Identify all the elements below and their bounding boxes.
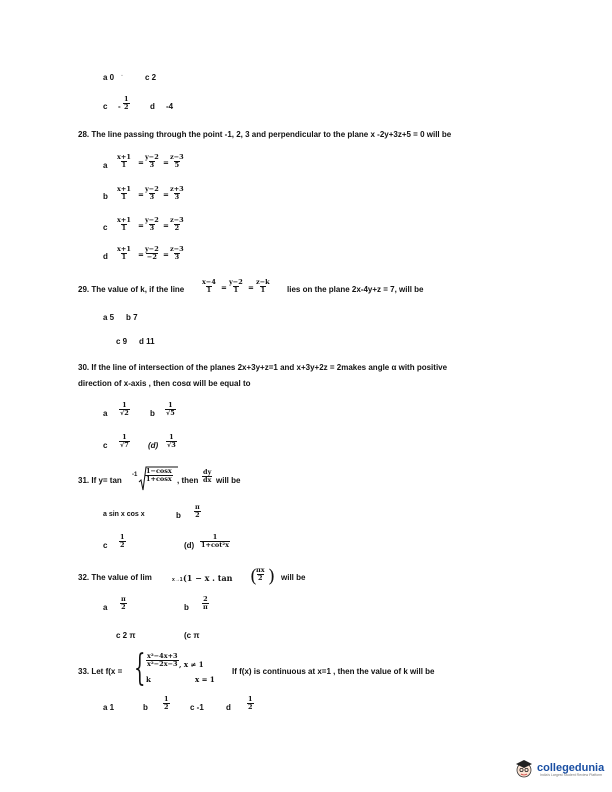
q32-question-prefix: 32. The value of lim xyxy=(78,573,152,582)
q31-question-prefix: 31. If y= tan xyxy=(78,476,122,485)
q32-option-c: c 2 π xyxy=(116,631,136,640)
q31-option-c-fraction: $\frac{1}{2}$ xyxy=(120,533,125,549)
q30-option-d-label: (d) xyxy=(148,441,159,450)
q32-tan-fraction: $\frac{\pi x}{2}$ xyxy=(256,566,265,582)
q30-option-c-fraction: $\frac{1}{√7}$ xyxy=(120,433,129,449)
q28-a-frac-z: $\frac{z-3}{5}$ xyxy=(170,153,184,169)
q32-option-a-label: a xyxy=(103,603,108,612)
q31-option-c-label: c xyxy=(103,541,108,550)
q27-option-c-label: c xyxy=(103,102,108,111)
q31-dy-dx: $\frac{dy}{dx}$ xyxy=(203,468,212,484)
graduate-cap-icon xyxy=(514,758,534,778)
q28-c-eq2: = xyxy=(163,221,169,230)
q29-frac-y: $\frac{y-2}{1}$ xyxy=(229,278,243,294)
q28-b-eq2: = xyxy=(163,190,169,199)
q27-option-c-fraction: $\frac{1}{2}$ xyxy=(124,95,129,111)
q28-a-frac-y: $\frac{y-2}{3}$ xyxy=(145,153,159,169)
q32-question-suffix: will be xyxy=(281,573,306,582)
q28-c-frac-z: $\frac{z-3}{2}$ xyxy=(170,216,184,232)
q28-d-frac-z: $\frac{z-3}{3}$ xyxy=(170,245,184,261)
q29-option-a: a 5 xyxy=(103,313,115,322)
q30-option-a-label: a xyxy=(103,409,108,418)
q29-option-b: b 7 xyxy=(126,313,138,322)
q30-question-line2: direction of x-axis , then cosα will be equal to xyxy=(78,379,251,388)
q31-inverse-superscript: -1 xyxy=(132,472,138,478)
q29-option-c: c 9 xyxy=(116,337,128,346)
q32-option-b-fraction: $\frac{2}{\pi}$ xyxy=(203,595,208,611)
q30-option-d-fraction: $\frac{1}{√3}$ xyxy=(167,433,176,449)
q30-option-b-fraction: $\frac{1}{√5}$ xyxy=(166,401,175,417)
brand-name: collegedunia xyxy=(537,762,605,774)
q31-root-fraction: $\frac{1-\cos x}{1+\cos x}$ xyxy=(146,467,172,483)
q28-a-eq1: = xyxy=(138,158,144,167)
q29-option-d: d 11 xyxy=(139,337,155,346)
q31-then: , then xyxy=(177,476,199,485)
q31-option-d-fraction: $\frac{1}{\text{1+cot²x}}$ xyxy=(201,533,229,549)
q31-option-b-label: b xyxy=(176,511,181,520)
q28-option-a-label: a xyxy=(103,161,108,170)
q28-d-frac-x: $\frac{x+1}{1}$ xyxy=(117,245,131,261)
q30-question-line1: 30. If the line of intersection of the planes 2x+3y+z=1 and x+3y+2z = 2makes angle α with positive xyxy=(78,363,448,372)
q29-question-prefix: 29. The value of k, if the line xyxy=(78,285,185,294)
q32-open-paren: ( xyxy=(250,566,258,587)
q28-a-eq2: = xyxy=(163,158,169,167)
q28-option-b-label: b xyxy=(103,192,108,201)
q32-option-d: (c π xyxy=(184,631,200,640)
q31-option-d-label: (d) xyxy=(184,541,195,550)
q33-piece-fraction: $\frac{\text{x²−4x+3}}{\text{x²−2x−3}}$ xyxy=(147,652,178,668)
q28-c-eq1: = xyxy=(138,221,144,230)
q29-frac-z: $\frac{z-k}{1}$ xyxy=(256,278,270,294)
q27-option-a: a 0 xyxy=(103,73,115,82)
q27-option-d-value: -4 xyxy=(166,102,174,111)
q28-d-eq2: = xyxy=(163,250,169,259)
q29-eq1: = xyxy=(221,283,227,292)
q33-case2-condition: x = 1 xyxy=(195,675,215,684)
q32-limit-subscript: x→1 xyxy=(172,577,183,583)
q27-option-d-label: d xyxy=(150,102,155,111)
q29-question-suffix: lies on the plane 2x-4y+z = 7, will be xyxy=(287,285,424,294)
q28-option-d-label: d xyxy=(103,252,108,261)
q27-option-c2: c 2 xyxy=(145,73,157,82)
q32-close-paren: ) xyxy=(268,566,276,587)
q32-option-b-label: b xyxy=(184,603,189,612)
brand-tagline: India's Largest Student Review Platform xyxy=(540,773,603,777)
q33-case2-value: k xyxy=(146,675,151,684)
q31-option-b-fraction: $\frac{\pi}{2}$ xyxy=(195,503,200,519)
q30-option-c-label: c xyxy=(103,441,108,450)
q29-eq2: = xyxy=(248,283,254,292)
q30-option-b-label: b xyxy=(150,409,155,418)
q28-b-frac-z: $\frac{z+3}{3}$ xyxy=(170,185,184,201)
q33-option-b-label: b xyxy=(143,703,148,712)
q33-brace: { xyxy=(134,648,146,689)
q33-case1-condition: , x ≠ 1 xyxy=(179,660,204,669)
q33-option-d-label: d xyxy=(226,703,231,712)
q33-option-b-fraction: $\frac{1}{2}$ xyxy=(164,695,169,711)
q28-option-c-label: c xyxy=(103,223,108,232)
q29-frac-x: $\frac{x-4}{1}$ xyxy=(202,278,216,294)
q27-option-c-minus: - xyxy=(118,102,121,111)
q28-c-frac-x: $\frac{x+1}{1}$ xyxy=(117,216,131,232)
q28-question: 28. The line passing through the point -1, 2, 3 and perpendicular to the plane x -2y+3z+5 = 0 will be xyxy=(78,130,452,139)
q30-option-a-fraction: $\frac{1}{√2}$ xyxy=(120,401,129,417)
q33-option-a: a 1 xyxy=(103,703,115,712)
q28-c-frac-y: $\frac{y-2}{3}$ xyxy=(145,216,159,232)
q28-d-eq1: = xyxy=(138,250,144,259)
q33-question-prefix: 33. Let f(x = xyxy=(78,667,123,676)
q28-d-frac-y: $\frac{y-2}{-2}$ xyxy=(145,245,159,261)
q32-option-a-fraction: $\frac{\pi}{2}$ xyxy=(121,595,126,611)
q33-option-c: c -1 xyxy=(190,703,204,712)
q33-question-suffix: If f(x) is continuous at x=1 , then the value of k will be xyxy=(232,667,435,676)
q31-option-a: a sin x cos x xyxy=(103,511,145,518)
q27-separator: · xyxy=(121,73,124,80)
q28-b-eq1: = xyxy=(138,190,144,199)
q31-question-suffix: will be xyxy=(216,476,241,485)
q32-expression: (1 − x . tan xyxy=(183,573,233,583)
q33-option-d-fraction: $\frac{1}{2}$ xyxy=(248,695,253,711)
q28-a-frac-x: $\frac{x+1}{1}$ xyxy=(117,153,131,169)
q28-b-frac-x: $\frac{x+1}{1}$ xyxy=(117,185,131,201)
q28-b-frac-y: $\frac{y-2}{3}$ xyxy=(145,185,159,201)
